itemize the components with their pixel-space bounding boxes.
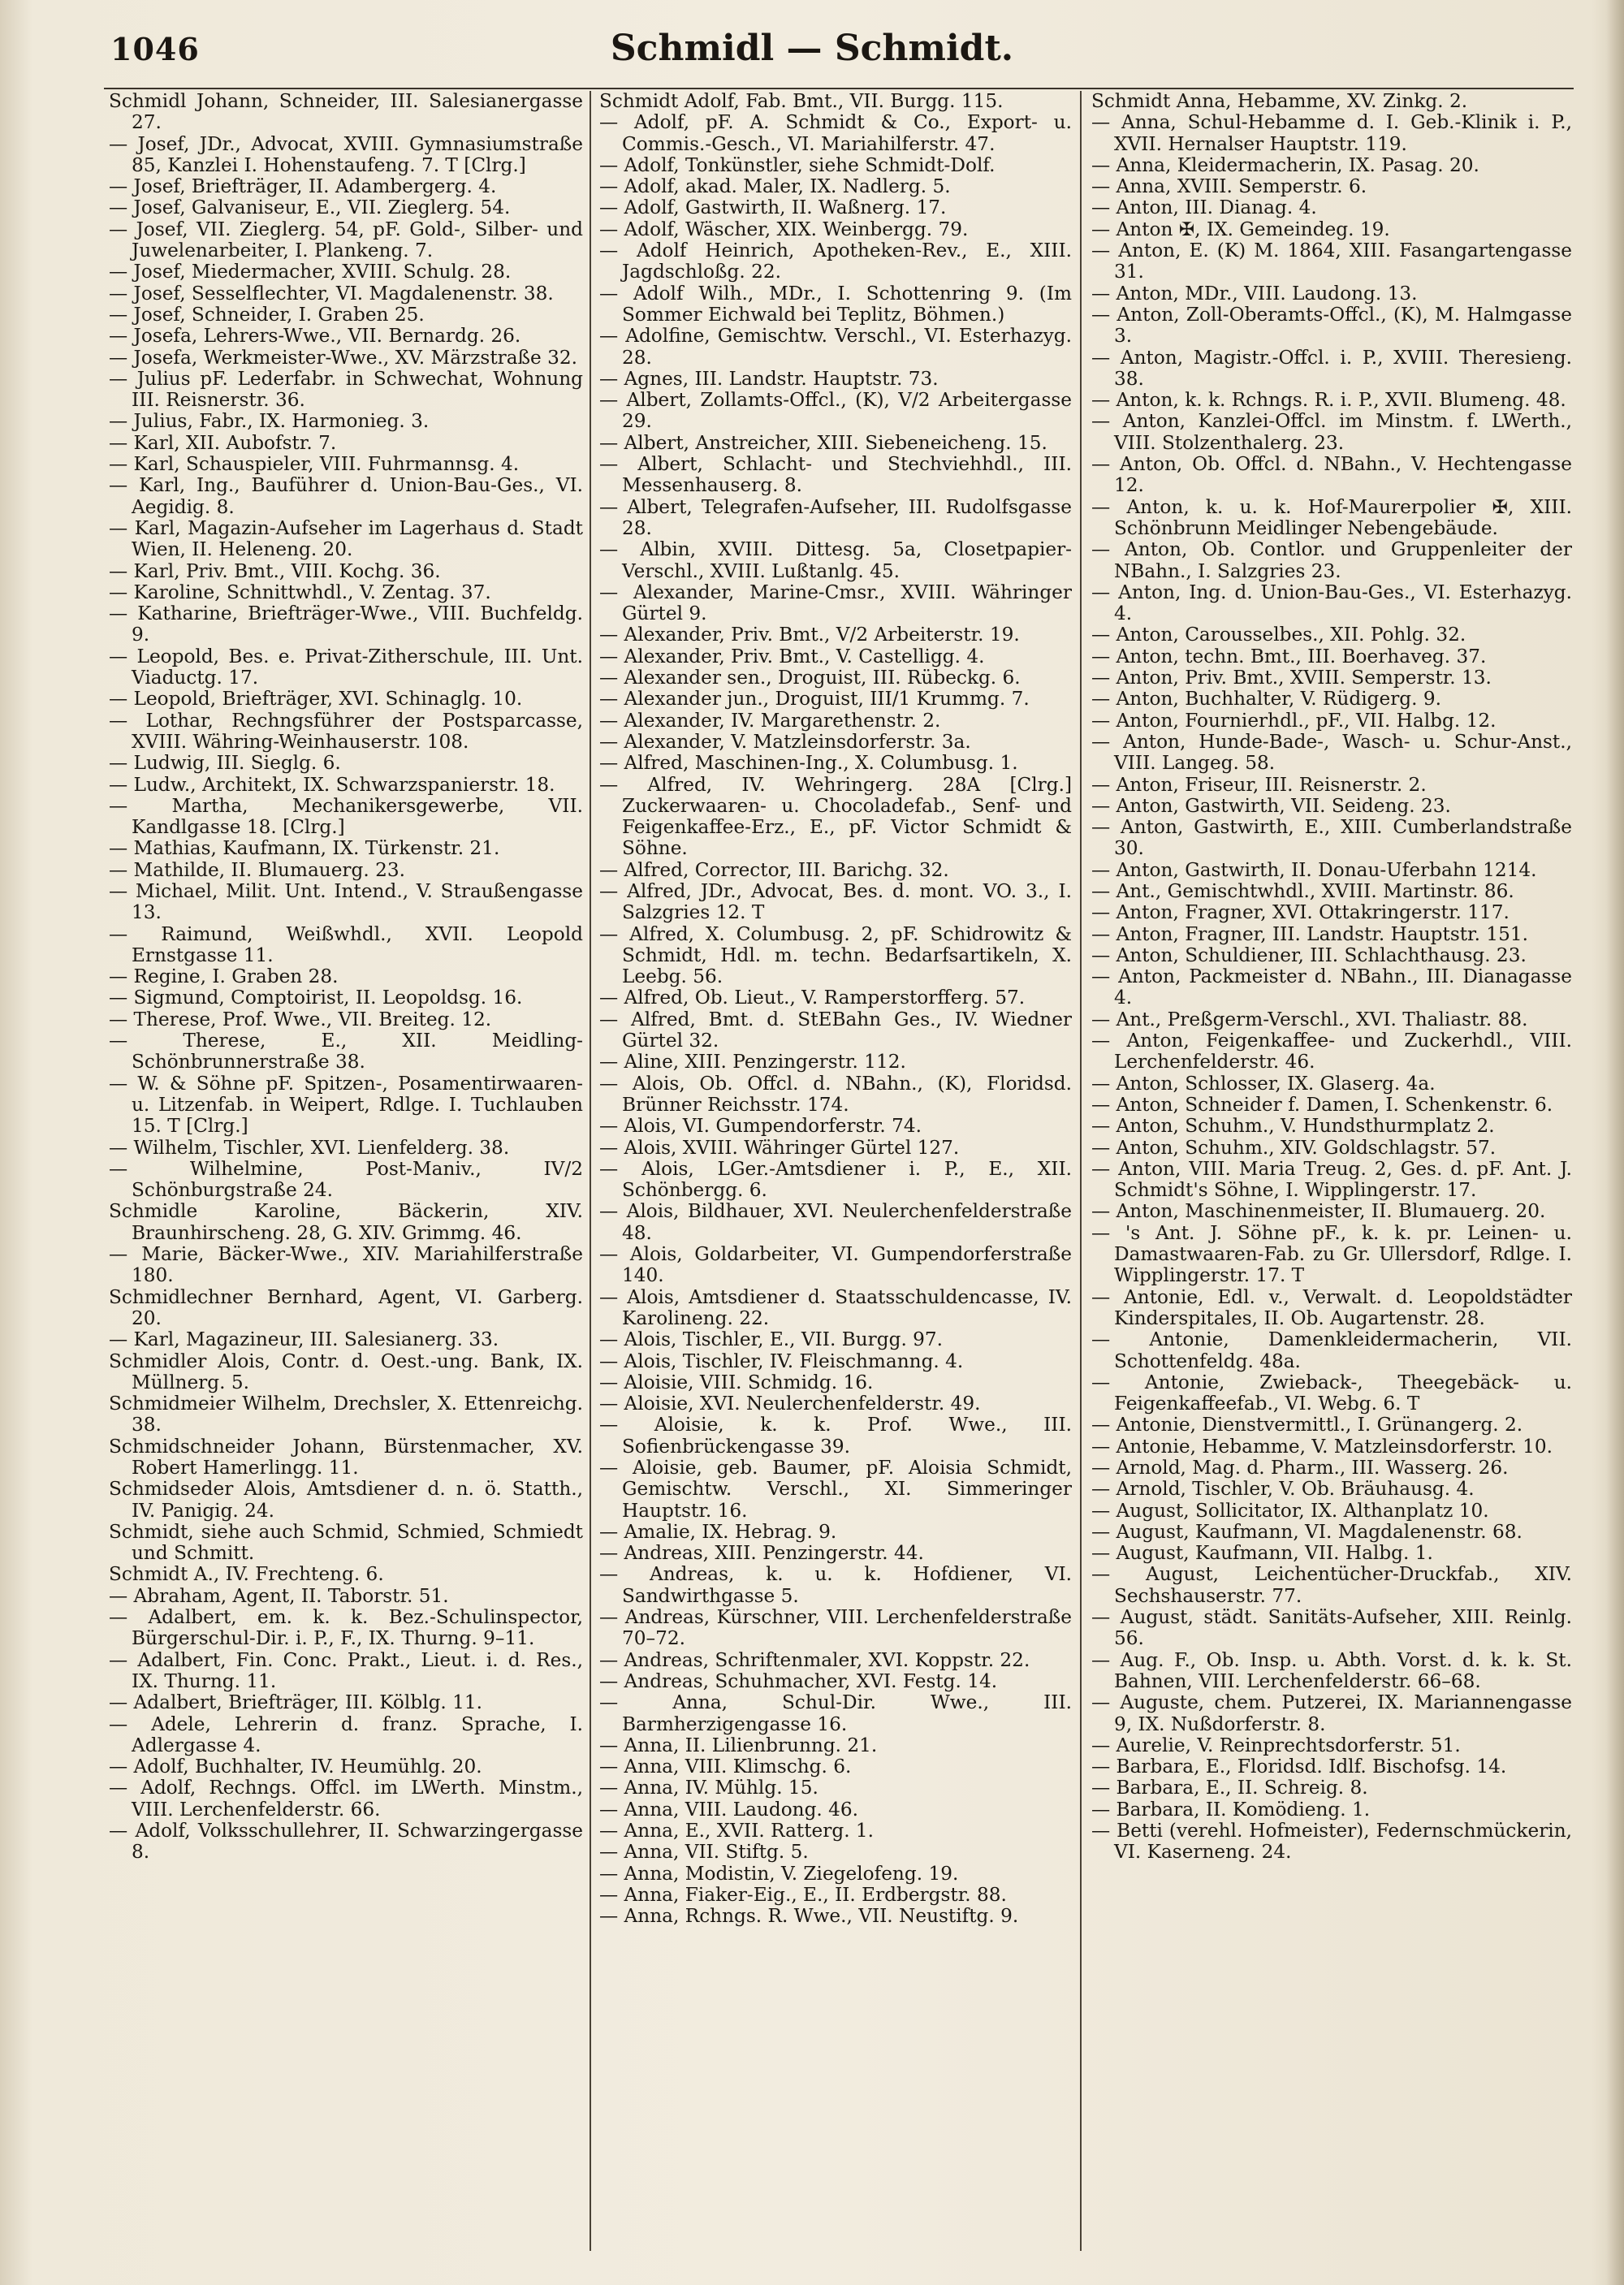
directory-entry: — Therese, Prof. Wwe., VII. Breiteg. 12.	[109, 1008, 492, 1030]
directory-entry: — Ludwig, III. Sieglg. 6.	[109, 752, 341, 775]
directory-entry: Schmidt A., IV. Frechteng. 6.	[109, 1563, 384, 1586]
directory-entry: — Anton, III. Dianag. 4.	[1091, 197, 1317, 219]
directory-entry: — Anna, Schul-Hebamme d. I. Geb.-Klinik i. P., XVII. Hernalser Hauptstr. 119.	[1091, 111, 1572, 155]
directory-entry: — Regine, I. Graben 28.	[109, 965, 339, 988]
directory-entry: — Albin, XVIII. Dittesg. 5a, Closetpapier-Verschl., XVIII. Lußtanlg. 45.	[599, 538, 1072, 582]
directory-entry: — Aurelie, V. Reinprechtsdorferstr. 51.	[1091, 1734, 1461, 1756]
directory-entry: — Alois, Tischler, IV. Fleischmanng. 4.	[599, 1350, 964, 1372]
directory-entry: — Adolfine, Gemischtw. Verschl., VI. Esterhazyg. 28.	[599, 325, 1072, 369]
directory-entry: — Arnold, Tischler, V. Ob. Bräuhausg. 4.	[1091, 1478, 1475, 1501]
directory-entry: — Leopold, Briefträger, XVI. Schinaglg. 10.	[109, 688, 523, 711]
directory-entry: — Alfred, Bmt. d. StEBahn Ges., IV. Wiedner Gürtel 32.	[599, 1008, 1072, 1052]
directory-entry: — Antonie, Zwieback-, Theegebäck- u. Feigenkaffeefab., VI. Webg. 6. T	[1091, 1371, 1572, 1415]
directory-entry: — W. & Söhne pF. Spitzen-, Posamentirwaaren- u. Litzenfab. in Weipert, Rdlge. I. Tuchlauben 15. T [Clrg.]	[109, 1072, 583, 1138]
directory-entry: — Anton, Carousselbes., XII. Pohlg. 32.	[1091, 624, 1466, 646]
directory-entry: — Alfred, Ob. Lieut., V. Ramperstorfferg. 57.	[599, 987, 1026, 1009]
directory-entry: — Auguste, chem. Putzerei, IX. Mariannengasse 9, IX. Nußdorferstr. 8.	[1091, 1691, 1572, 1735]
page-number: 1046	[110, 31, 200, 67]
directory-entry: — Josefa, Lehrers-Wwe., VII. Bernardg. 26.	[109, 325, 521, 348]
directory-entry: — August, städt. Sanitäts-Aufseher, XIII. Reinlg. 56.	[1091, 1606, 1572, 1650]
directory-entry: — Adolf, Tonkünstler, siehe Schmidt-Dolf.	[599, 153, 996, 176]
directory-entry: — Anton, Fournierhdl., pF., VII. Halbg. 12.	[1091, 709, 1497, 732]
directory-entry: — Anna, VII. Stiftg. 5.	[599, 1841, 809, 1864]
directory-entry: — Barbara, E., II. Schreig. 8.	[1091, 1777, 1368, 1799]
directory-entry: — Barbara, II. Komödieng. 1.	[1091, 1798, 1371, 1821]
directory-entry: — Anna, VIII. Klimschg. 6.	[599, 1756, 852, 1778]
directory-entry: — Alexander, Priv. Bmt., V. Castelligg. 4.	[599, 645, 985, 667]
column-1	[109, 91, 583, 2251]
directory-entry: — August, Kaufmann, VII. Halbg. 1.	[1091, 1542, 1433, 1565]
directory-entry: — Sigmund, Comptoirist, II. Leopoldsg. 16.	[109, 987, 523, 1009]
directory-entry: — Aloisie, k. k. Prof. Wwe., III. Sofienbrückengasse 39.	[599, 1414, 1072, 1458]
directory-entry: — Alfred, JDr., Advocat, Bes. d. mont. VO. 3., I. Salzgries 12. T	[599, 879, 1072, 924]
directory-entry: — Josef, Galvaniseur, E., VII. Zieglerg. 54.	[109, 197, 511, 219]
directory-entry: — Anton, techn. Bmt., III. Boerhaveg. 37.	[1091, 645, 1487, 667]
directory-entry: — Anton, MDr., VIII. Laudong. 13.	[1091, 282, 1418, 305]
directory-entry: — Karl, Magazin-Aufseher im Lagerhaus d. Stadt Wien, II. Heleneng. 20.	[109, 516, 583, 561]
directory-entry: — Karl, Schauspieler, VIII. Fuhrmannsg. 4.	[109, 453, 520, 476]
directory-entry: — Josef, VII. Zieglerg. 54, pF. Gold-, Silber- und Juwelenarbeiter, I. Plankeng. 7.	[109, 218, 583, 262]
directory-entry: — Adolf, akad. Maler, IX. Nadlerg. 5.	[599, 175, 951, 198]
directory-entry: — Adalbert, em. k. k. Bez.-Schulinspector, Bürgerschul-Dir. i. P., F., IX. Thurng. 9–11.	[109, 1606, 583, 1650]
directory-entry: — Karl, Magazineur, III. Salesianerg. 33.	[109, 1328, 499, 1351]
directory-entry: — Anton, k. u. k. Hof-Maurerpolier ✠, XIII. Schönbrunn Meidlinger Nebengebäude.	[1091, 495, 1572, 539]
directory-entry: — Anton ✠, IX. Gemeindeg. 19.	[1091, 218, 1390, 240]
directory-entry: — Anna, E., XVII. Ratterg. 1.	[599, 1820, 875, 1842]
directory-entry: — Adolf, Volksschullehrer, II. Schwarzingergasse 8.	[109, 1820, 583, 1864]
directory-entry: — Anton, Kanzlei-Offcl. im Minstm. f. LWerth., VIII. Stolzenthalerg. 23.	[1091, 410, 1572, 454]
directory-entry: Schmidschneider Johann, Bürstenmacher, XV. Robert Hamerlingg. 11.	[109, 1435, 583, 1479]
directory-entry: — Albert, Schlacht- und Stechviehhdl., III. Messenhauserg. 8.	[599, 453, 1072, 497]
directory-entry: — Alois, Amtsdiener d. Staatsschuldencasse, IV. Karolineng. 22.	[599, 1285, 1072, 1329]
directory-entry: — Albert, Zollamts-Offcl., (K), V/2 Arbeitergasse 29.	[599, 389, 1072, 433]
page-title: Schmidl — Schmidt.	[610, 28, 1014, 69]
directory-entry: — Adolf, pF. A. Schmidt & Co., Export- u. Commis.-Gesch., VI. Mariahilferstr. 47.	[599, 111, 1072, 155]
directory-entry: Schmidle Karoline, Bäckerin, XIV. Braunhirscheng. 28, G. XIV. Grimmg. 46.	[109, 1200, 583, 1244]
directory-entry: — Karoline, Schnittwhdl., V. Zentag. 37.	[109, 581, 491, 603]
directory-entry: — Josefa, Werkmeister-Wwe., XV. Märzstraße 32.	[109, 346, 578, 369]
directory-entry: — Amalie, IX. Hebrag. 9.	[599, 1520, 837, 1543]
directory-entry: — Alois, VI. Gumpendorferstr. 74.	[599, 1115, 922, 1138]
page-header	[0, 28, 1624, 84]
directory-entry: — Anna, II. Lilienbrunng. 21.	[599, 1734, 878, 1756]
column-divider	[590, 91, 591, 2251]
directory-entry: — Barbara, E., Floridsd. Idlf. Bischofsg. 14.	[1091, 1756, 1507, 1778]
directory-entry: — Anton, Priv. Bmt., XVIII. Semperstr. 13.	[1091, 667, 1492, 689]
directory-entry: — Martha, Mechanikersgewerbe, VII. Kandlgasse 18. [Clrg.]	[109, 794, 583, 839]
column-3	[1091, 91, 1572, 2251]
directory-entry: — Wilhelmine, Post-Maniv., IV/2 Schönburgstraße 24.	[109, 1157, 583, 1202]
directory-entry: — Antonie, Hebamme, V. Matzleinsdorferstr. 10.	[1091, 1435, 1553, 1458]
directory-entry: — Josef, Miedermacher, XVIII. Schulg. 28.	[109, 261, 512, 283]
directory-entry: — Anton, Gastwirth, II. Donau-Uferbahn 1214.	[1091, 858, 1537, 881]
directory-entry: — Anton, Ing. d. Union-Bau-Ges., VI. Esterhazyg. 4.	[1091, 581, 1572, 625]
directory-entry: — Anna, IV. Mühlg. 15.	[599, 1777, 818, 1799]
directory-entry: — Aloisie, VIII. Schmidg. 16.	[599, 1371, 874, 1393]
directory-entry: — Alexander, V. Matzleinsdorferstr. 3a.	[599, 730, 971, 753]
directory-entry: Schmidt, siehe auch Schmid, Schmied, Schmiedt und Schmitt.	[109, 1520, 583, 1565]
directory-entry: — Ludw., Architekt, IX. Schwarzspanierstr. 18.	[109, 773, 555, 796]
directory-entry: — Adolf, Buchhalter, IV. Heumühlg. 20.	[109, 1756, 482, 1778]
directory-entry: — Adalbert, Fin. Conc. Prakt., Lieut. i. d. Res., IX. Thurng. 11.	[109, 1648, 583, 1692]
directory-entry: — Katharine, Briefträger-Wwe., VIII. Buchfeldg. 9.	[109, 603, 583, 646]
directory-entry: — Josef, Schneider, I. Graben 25.	[109, 303, 425, 326]
directory-entry: — Andreas, Schriftenmaler, XVI. Koppstr. 22.	[599, 1648, 1030, 1671]
directory-entry: — Karl, XII. Aubofstr. 7.	[109, 431, 337, 454]
directory-entry: — Andreas, Schuhmacher, XVI. Festg. 14.	[599, 1669, 998, 1692]
directory-entry: — Karl, Ing., Bauführer d. Union-Bau-Ges., VI. Aegidig. 8.	[109, 474, 583, 518]
directory-entry: — Anton, Schuhm., XIV. Goldschlagstr. 57.	[1091, 1136, 1497, 1159]
directory-entry: — Antonie, Edl. v., Verwalt. d. Leopoldstädter Kinderspitales, II. Ob. Augartenstr. 28.	[1091, 1285, 1572, 1329]
directory-entry: — August, Leichentücher-Druckfab., XIV. Sechshauserstr. 77.	[1091, 1563, 1572, 1607]
directory-entry: — Lothar, Rechngsführer der Postsparcasse, XVIII. Währing-Weinhauserstr. 108.	[109, 709, 583, 753]
directory-entry: Schmidt Anna, Hebamme, XV. Zinkg. 2.	[1091, 91, 1468, 112]
directory-entry: — Aug. F., Ob. Insp. u. Abth. Vorst. d. k. k. St. Bahnen, VIII. Lerchenfelderstr. 66–68.	[1091, 1648, 1572, 1692]
directory-entry: Schmidl Johann, Schneider, III. Salesianergasse 27.	[109, 91, 583, 134]
directory-entry: — Aloisie, XVI. Neulerchenfelderstr. 49.	[599, 1393, 981, 1415]
directory-entry: — Aloisie, geb. Baumer, pF. Aloisia Schmidt, Gemischtw. Verschl., XI. Simmeringer Hauptstr. 16.	[599, 1457, 1072, 1522]
directory-entry: — Alexander sen., Droguist, III. Rübeckg. 6.	[599, 667, 1021, 689]
directory-entry: Schmidlechner Bernhard, Agent, VI. Garberg. 20.	[109, 1285, 583, 1329]
directory-entry: — Alexander jun., Droguist, III/1 Krummg. 7.	[599, 688, 1030, 711]
directory-entry: — Raimund, Weißwhdl., XVII. Leopold Ernstgasse 11.	[109, 922, 583, 966]
directory-entry: — Alois, Ob. Offcl. d. NBahn., (K), Floridsd. Brünner Reichsstr. 174.	[599, 1072, 1072, 1116]
directory-entry: — Alfred, Maschinen-Ing., X. Columbusg. 1.	[599, 752, 1018, 775]
directory-entry: — Antonie, Dienstvermittl., I. Grünangerg. 2.	[1091, 1414, 1523, 1436]
directory-entry: — Anton, Magistr.-Offcl. i. P., XVIII. Theresieng. 38.	[1091, 346, 1572, 390]
directory-entry: — Anton, k. k. Rchngs. R. i. P., XVII. Blumeng. 48.	[1091, 389, 1566, 412]
directory-entry: — Anna, Fiaker-Eig., E., II. Erdbergstr. 88.	[599, 1883, 1007, 1906]
directory-entry: — Anton, Schlosser, IX. Glaserg. 4a.	[1091, 1072, 1436, 1095]
directory-entry: — Anton, Schneider f. Damen, I. Schenkenstr. 6.	[1091, 1093, 1553, 1116]
directory-entry: — Albert, Telegrafen-Aufseher, III. Rudolfsgasse 28.	[599, 495, 1072, 539]
directory-entry: — Agnes, III. Landstr. Hauptstr. 73.	[599, 367, 939, 390]
page-edge-shadow	[1606, 0, 1624, 2285]
directory-entry: — Adalbert, Briefträger, III. Kölblg. 11.	[109, 1691, 483, 1714]
directory-entry: — August, Sollicitator, IX. Althanplatz 10.	[1091, 1499, 1489, 1522]
directory-entry: — Josef, Sesselflechter, VI. Magdalenenstr. 38.	[109, 282, 554, 305]
header-rule	[104, 88, 1574, 89]
directory-entry: — Julius, Fabr., IX. Harmonieg. 3.	[109, 410, 430, 433]
directory-entry: — Leopold, Bes. e. Privat-Zitherschule, III. Unt. Viaductg. 17.	[109, 645, 583, 689]
directory-entry: — Ant., Preßgerm-Verschl., XVI. Thaliastr. 88.	[1091, 1008, 1528, 1030]
directory-entry: Schmidmeier Wilhelm, Drechsler, X. Ettenreichg. 38.	[109, 1393, 583, 1436]
directory-entry: — Marie, Bäcker-Wwe., XIV. Mariahilferstraße 180.	[109, 1243, 583, 1287]
directory-entry: — Alois, Goldarbeiter, VI. Gumpendorferstraße 140.	[599, 1243, 1072, 1287]
directory-entry: — Alois, XVIII. Währinger Gürtel 127.	[599, 1136, 960, 1159]
directory-entry: — Anna, Schul-Dir. Wwe., III. Barmherzigengasse 16.	[599, 1691, 1072, 1735]
directory-entry: — Alois, Bildhauer, XVI. Neulerchenfelderstraße 48.	[599, 1200, 1072, 1244]
directory-entry: — Antonie, Damenkleidermacherin, VII. Schottenfeldg. 48a.	[1091, 1328, 1572, 1372]
directory-entry: — Wilhelm, Tischler, XVI. Lienfelderg. 38.	[109, 1136, 510, 1159]
directory-entry: — Alois, LGer.-Amtsdiener i. P., E., XII. Schönbergg. 6.	[599, 1157, 1072, 1202]
directory-entry: — Therese, E., XII. Meidling-Schönbrunnerstraße 38.	[109, 1030, 583, 1073]
directory-entry: — Adolf Wilh., MDr., I. Schottenring 9. (Im Sommer Eichwald bei Teplitz, Böhmen.)	[599, 282, 1072, 326]
directory-entry: — Alfred, Corrector, III. Barichg. 32.	[599, 858, 949, 881]
directory-entry: — Anton, Maschinenmeister, II. Blumauerg. 20.	[1091, 1200, 1546, 1223]
directory-entry: — Abraham, Agent, II. Taborstr. 51.	[109, 1584, 449, 1607]
directory-entry: — Anton, VIII. Maria Treug. 2, Ges. d. pF. Ant. J. Schmidt's Söhne, I. Wipplingerstr. 17.	[1091, 1157, 1572, 1202]
directory-entry: — Anna, VIII. Laudong. 46.	[599, 1798, 859, 1821]
directory-entry: — Anton, Schuldiener, III. Schlachthausg. 23.	[1091, 944, 1527, 966]
directory-entry: — Ant., Gemischtwhdl., XVIII. Martinstr. 86.	[1091, 879, 1514, 902]
directory-entry: — Julius pF. Lederfabr. in Schwechat, Wohnung III. Reisnerstr. 36.	[109, 367, 583, 412]
column-2	[599, 91, 1072, 2251]
directory-entry: — Anton, Fragner, XVI. Ottakringerstr. 117.	[1091, 901, 1510, 924]
directory-entry: — August, Kaufmann, VI. Magdalenenstr. 68.	[1091, 1520, 1522, 1543]
directory-entry: — Mathilde, II. Blumauerg. 23.	[109, 858, 405, 881]
directory-entry: — Michael, Milit. Unt. Intend., V. Straußengasse 13.	[109, 879, 583, 924]
directory-entry: — Anton, Schuhm., V. Hundsthurmplatz 2.	[1091, 1115, 1495, 1138]
directory-entry: — Alexander, Marine-Cmsr., XVIII. Währinger Gürtel 9.	[599, 581, 1072, 625]
directory-entry: — Anna, Modistin, V. Ziegelofeng. 19.	[599, 1862, 959, 1885]
directory-entry: Schmidt Adolf, Fab. Bmt., VII. Burgg. 115.	[599, 91, 1004, 112]
directory-entry: — Anton, Zoll-Oberamts-Offcl., (K), M. Halmgasse 3.	[1091, 303, 1572, 348]
directory-entry: — Anton, Feigenkaffee- und Zuckerhdl., VIII. Lerchenfelderstr. 46.	[1091, 1030, 1572, 1073]
directory-entry: — Adolf Heinrich, Apotheken-Rev., E., XIII. Jagdschloßg. 22.	[599, 240, 1072, 283]
directory-entry: — Alfred, X. Columbusg. 2, pF. Schidrowitz & Schmidt, Hdl. m. techn. Bedarfsartikeln, X. Leebg. 56.	[599, 922, 1072, 988]
directory-entry: — Adele, Lehrerin d. franz. Sprache, I. Adlergasse 4.	[109, 1713, 583, 1756]
directory-entry: — Josef, Briefträger, II. Adambergerg. 4.	[109, 175, 497, 198]
directory-entry: Schmidseder Alois, Amtsdiener d. n. ö. Statth., IV. Panigig. 24.	[109, 1478, 583, 1522]
directory-entry: — Arnold, Mag. d. Pharm., III. Wasserg. 26.	[1091, 1457, 1509, 1479]
directory-entry: — Betti (verehl. Hofmeister), Federnschmückerin, VI. Kaserneng. 24.	[1091, 1820, 1572, 1864]
directory-entry: Schmidler Alois, Contr. d. Oest.-ung. Bank, IX. Müllnerg. 5.	[109, 1350, 583, 1393]
directory-entry: — Alexander, IV. Margarethenstr. 2.	[599, 709, 941, 732]
directory-entry: — Aline, XIII. Penzingerstr. 112.	[599, 1051, 906, 1073]
directory-entry: — Anna, Rchngs. R. Wwe., VII. Neustiftg. 9.	[599, 1905, 1019, 1928]
directory-entry: — Andreas, XIII. Penzingerstr. 44.	[599, 1542, 924, 1565]
directory-entry: — Anna, Kleidermacherin, IX. Pasag. 20.	[1091, 153, 1479, 176]
directory-entry: — Andreas, Kürschner, VIII. Lerchenfelderstraße 70–72.	[599, 1606, 1072, 1650]
directory-entry: — Adolf, Rechngs. Offcl. im LWerth. Minstm., VIII. Lerchenfelderstr. 66.	[109, 1777, 583, 1821]
directory-entry: — Anton, Friseur, III. Reisnerstr. 2.	[1091, 773, 1427, 796]
directory-entry: — Anton, Hunde-Bade-, Wasch- u. Schur-Anst., VIII. Langeg. 58.	[1091, 730, 1572, 775]
directory-entry: — Anna, XVIII. Semperstr. 6.	[1091, 175, 1367, 198]
directory-entry: — Anton, Packmeister d. NBahn., III. Dianagasse 4.	[1091, 965, 1572, 1009]
directory-entry: — Anton, Ob. Contlor. und Gruppenleiter der NBahn., I. Salzgries 23.	[1091, 538, 1572, 582]
directory-entry: — 's Ant. J. Söhne pF., k. k. pr. Leinen- u. Damastwaaren-Fab. zu Gr. Ullersdorf, Rdlge. I. Wipplingerstr. 17. T	[1091, 1221, 1572, 1287]
column-divider	[1080, 91, 1082, 2251]
directory-entry: — Andreas, k. u. k. Hofdiener, VI. Sandwirthgasse 5.	[599, 1563, 1072, 1607]
directory-entry: — Josef, JDr., Advocat, XVIII. Gymnasiumstraße 85, Kanzlei I. Hohenstaufeng. 7. T [Clrg.]	[109, 132, 583, 176]
directory-entry: — Adolf, Gastwirth, II. Waßnerg. 17.	[599, 197, 947, 219]
directory-entry: — Anton, Ob. Offcl. d. NBahn., V. Hechtengasse 12.	[1091, 453, 1572, 497]
directory-entry: — Adolf, Wäscher, XIX. Weinbergg. 79.	[599, 218, 969, 240]
directory-entry: — Anton, Gastwirth, VII. Seideng. 23.	[1091, 794, 1451, 817]
directory-entry: — Alexander, Priv. Bmt., V/2 Arbeiterstr. 19.	[599, 624, 1020, 646]
directory-entry: — Alfred, IV. Wehringerg. 28A [Clrg.] Zuckerwaaren- u. Chocoladefab., Senf- und Feigenkaffee-Erz., E., pF. Victor Schmidt & Söhne.	[599, 773, 1072, 860]
directory-entry: — Mathias, Kaufmann, IX. Türkenstr. 21.	[109, 837, 500, 860]
directory-entry: — Anton, Fragner, III. Landstr. Hauptstr. 151.	[1091, 922, 1528, 945]
directory-entry: — Alois, Tischler, E., VII. Burgg. 97.	[599, 1328, 944, 1351]
directory-entry: — Anton, Gastwirth, E., XIII. Cumberlandstraße 30.	[1091, 816, 1572, 860]
directory-entry: — Anton, E. (K) M. 1864, XIII. Fasangartengasse 31.	[1091, 240, 1572, 283]
directory-entry: — Albert, Anstreicher, XIII. Siebeneicheng. 15.	[599, 431, 1047, 454]
directory-entry: — Anton, Buchhalter, V. Rüdigerg. 9.	[1091, 688, 1442, 711]
directory-entry: — Karl, Priv. Bmt., VIII. Kochg. 36.	[109, 559, 441, 582]
